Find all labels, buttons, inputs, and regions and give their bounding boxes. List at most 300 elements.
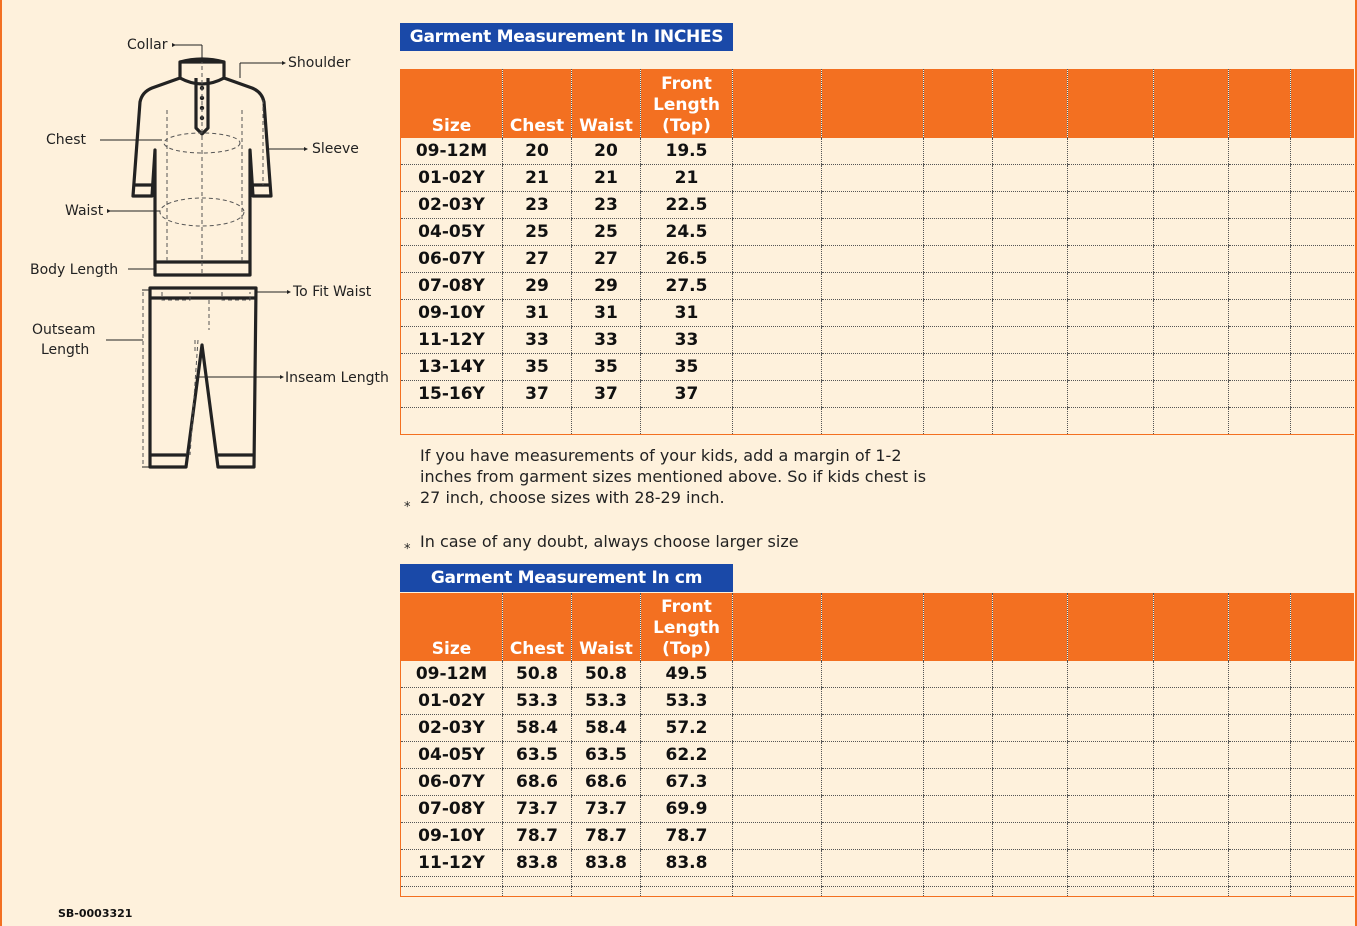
size-cell: 02-03Y (401, 715, 503, 742)
empty-cell (733, 661, 822, 688)
empty-cell (924, 300, 993, 327)
empty-cell (822, 823, 924, 850)
empty-cell (993, 381, 1068, 408)
header-waist: Waist (572, 593, 641, 661)
empty-cell (733, 877, 822, 887)
empty-cell (1154, 165, 1229, 192)
empty-cell (1068, 192, 1154, 219)
empty-cell (1154, 327, 1229, 354)
label-shoulder: Shoulder (288, 55, 351, 71)
empty-cell (1068, 408, 1154, 435)
empty-cell (1068, 769, 1154, 796)
empty-cell (924, 850, 993, 877)
size-cell: 11-12Y (401, 850, 503, 877)
header-empty-cell (924, 593, 993, 661)
size-cell: 09-12M (401, 661, 503, 688)
label-chest: Chest (46, 132, 87, 148)
label-waist: Waist (65, 203, 104, 219)
empty-cell (733, 715, 822, 742)
empty-cell (993, 688, 1068, 715)
chest-cell: 53.3 (503, 688, 572, 715)
empty-cell (1291, 661, 1354, 688)
label-body-length: Body Length (30, 262, 119, 278)
empty-cell (1154, 246, 1229, 273)
empty-cell (924, 327, 993, 354)
empty-cell (822, 327, 924, 354)
size-cell: 06-07Y (401, 769, 503, 796)
header-front-length-line: Length (653, 95, 720, 115)
table-row (401, 850, 1354, 877)
front-length-cell: 22.5 (641, 192, 733, 219)
chest-cell: 50.8 (503, 661, 572, 688)
empty-cell (1291, 165, 1354, 192)
empty-cell (1291, 688, 1354, 715)
empty-cell (401, 408, 503, 435)
empty-cell (401, 887, 503, 897)
chest-cell: 33 (503, 327, 572, 354)
table-row (401, 138, 1354, 165)
front-length-cell: 49.5 (641, 661, 733, 688)
front-length-cell: 27.5 (641, 273, 733, 300)
empty-cell (1291, 796, 1354, 823)
header-empty-cell (822, 69, 924, 138)
empty-cell (822, 796, 924, 823)
empty-cell (1291, 138, 1354, 165)
empty-cell (1229, 354, 1291, 381)
header-front-length-line: Front (661, 74, 712, 94)
table-row (401, 354, 1354, 381)
table-row (401, 742, 1354, 769)
header-empty-cell (1154, 69, 1229, 138)
empty-cell (1229, 246, 1291, 273)
empty-cell (1154, 354, 1229, 381)
waist-cell: 50.8 (572, 661, 641, 688)
empty-cell (1229, 688, 1291, 715)
waist-cell: 23 (572, 192, 641, 219)
empty-cell (1229, 192, 1291, 219)
empty-cell (1154, 715, 1229, 742)
empty-cell (1068, 327, 1154, 354)
empty-cell (1291, 715, 1354, 742)
header-front-length (641, 69, 733, 138)
empty-cell (822, 138, 924, 165)
empty-cell (822, 300, 924, 327)
empty-cell (924, 138, 993, 165)
empty-cell (1068, 354, 1154, 381)
header-waist: Waist (572, 69, 641, 138)
empty-cell (822, 246, 924, 273)
size-cell: 09-10Y (401, 823, 503, 850)
empty-cell (822, 165, 924, 192)
front-length-cell: 19.5 (641, 138, 733, 165)
empty-cell (924, 742, 993, 769)
empty-cell (1291, 381, 1354, 408)
empty-cell (924, 769, 993, 796)
empty-cell (1229, 769, 1291, 796)
empty-cell (822, 381, 924, 408)
size-cell: 13-14Y (401, 354, 503, 381)
header-front-length-line: (Top) (662, 116, 711, 136)
chest-cell: 29 (503, 273, 572, 300)
empty-cell (1068, 850, 1154, 877)
label-outseam-length: Length (41, 342, 90, 358)
size-cell: 01-02Y (401, 688, 503, 715)
empty-cell (733, 300, 822, 327)
empty-cell (1291, 354, 1354, 381)
sku-code: SB-0003321 (58, 907, 133, 920)
empty-cell (733, 408, 822, 435)
waist-cell: 73.7 (572, 796, 641, 823)
empty-cell (1291, 769, 1354, 796)
chest-cell: 37 (503, 381, 572, 408)
empty-cell (822, 850, 924, 877)
front-length-cell: 57.2 (641, 715, 733, 742)
empty-cell (641, 877, 733, 887)
empty-cell (1068, 877, 1154, 887)
size-cell: 01-02Y (401, 165, 503, 192)
table-row (401, 192, 1354, 219)
empty-cell (924, 381, 993, 408)
waist-cell: 29 (572, 273, 641, 300)
cm-title: Garment Measurement In cm (400, 564, 733, 592)
empty-cell (924, 273, 993, 300)
label-outseam: Outseam (32, 322, 96, 338)
empty-cell (1291, 742, 1354, 769)
waist-cell: 35 (572, 354, 641, 381)
empty-cell (924, 823, 993, 850)
empty-cell (1154, 273, 1229, 300)
empty-cell (1229, 327, 1291, 354)
inches-table (400, 69, 1354, 435)
empty-cell (733, 381, 822, 408)
empty-cell (993, 796, 1068, 823)
empty-cell (733, 246, 822, 273)
header-front-length-line: Length (653, 618, 720, 638)
empty-cell (1229, 300, 1291, 327)
label-sleeve: Sleeve (312, 141, 359, 157)
table-empty-row (401, 877, 1354, 887)
empty-cell (822, 877, 924, 887)
size-cell: 09-10Y (401, 300, 503, 327)
empty-cell (822, 742, 924, 769)
header-empty-cell (1068, 69, 1154, 138)
empty-cell (993, 887, 1068, 897)
empty-cell (1229, 715, 1291, 742)
front-length-cell: 31 (641, 300, 733, 327)
front-length-cell: 35 (641, 354, 733, 381)
empty-cell (1229, 408, 1291, 435)
empty-cell (1068, 887, 1154, 897)
empty-cell (1154, 823, 1229, 850)
empty-cell (572, 887, 641, 897)
table-row (401, 246, 1354, 273)
waist-cell: 31 (572, 300, 641, 327)
empty-cell (993, 408, 1068, 435)
table-row (401, 796, 1354, 823)
chest-cell: 35 (503, 354, 572, 381)
empty-cell (1229, 823, 1291, 850)
empty-cell (1229, 381, 1291, 408)
empty-cell (1229, 796, 1291, 823)
table-empty-row (401, 887, 1354, 897)
size-cell: 15-16Y (401, 381, 503, 408)
table-row (401, 300, 1354, 327)
empty-cell (733, 887, 822, 897)
header-empty-cell (1229, 69, 1291, 138)
empty-cell (993, 165, 1068, 192)
empty-cell (924, 165, 993, 192)
header-size: Size (401, 69, 503, 138)
front-length-cell: 62.2 (641, 742, 733, 769)
empty-cell (1229, 887, 1291, 897)
chest-cell: 21 (503, 165, 572, 192)
empty-cell (1229, 661, 1291, 688)
waist-cell: 27 (572, 246, 641, 273)
header-empty-cell (1154, 593, 1229, 661)
empty-cell (924, 688, 993, 715)
waist-cell: 68.6 (572, 769, 641, 796)
header-front-length-line: (Top) (662, 639, 711, 659)
table-header-row (401, 593, 1354, 661)
front-length-cell: 67.3 (641, 769, 733, 796)
empty-cell (1068, 138, 1154, 165)
header-empty-cell (1291, 593, 1354, 661)
table-row (401, 715, 1354, 742)
empty-cell (1068, 715, 1154, 742)
empty-cell (733, 192, 822, 219)
label-collar: Collar (127, 37, 168, 53)
empty-cell (733, 850, 822, 877)
empty-cell (1154, 877, 1229, 887)
waist-cell: 58.4 (572, 715, 641, 742)
empty-cell (1229, 850, 1291, 877)
empty-cell (993, 769, 1068, 796)
front-length-cell: 78.7 (641, 823, 733, 850)
table-row (401, 381, 1354, 408)
empty-cell (1154, 887, 1229, 897)
empty-cell (822, 408, 924, 435)
empty-cell (733, 742, 822, 769)
table-row (401, 688, 1354, 715)
waist-cell: 25 (572, 219, 641, 246)
empty-cell (733, 273, 822, 300)
empty-cell (924, 354, 993, 381)
chest-cell: 58.4 (503, 715, 572, 742)
empty-cell (1068, 300, 1154, 327)
front-length-cell: 69.9 (641, 796, 733, 823)
header-empty-cell (822, 593, 924, 661)
label-inseam-length: Inseam Length (285, 370, 389, 386)
header-empty-cell (1291, 69, 1354, 138)
size-cell: 02-03Y (401, 192, 503, 219)
empty-cell (1154, 742, 1229, 769)
chest-cell: 73.7 (503, 796, 572, 823)
cm-table (400, 593, 1354, 897)
size-cell: 04-05Y (401, 742, 503, 769)
empty-cell (1154, 192, 1229, 219)
waist-cell: 83.8 (572, 850, 641, 877)
empty-cell (1291, 300, 1354, 327)
front-length-cell: 37 (641, 381, 733, 408)
empty-cell (993, 354, 1068, 381)
empty-cell (1068, 742, 1154, 769)
header-empty-cell (1229, 593, 1291, 661)
empty-cell (924, 246, 993, 273)
empty-cell (641, 887, 733, 897)
empty-cell (1154, 850, 1229, 877)
empty-cell (1068, 165, 1154, 192)
empty-cell (1229, 742, 1291, 769)
empty-cell (1291, 877, 1354, 887)
chest-cell: 78.7 (503, 823, 572, 850)
chest-cell: 25 (503, 219, 572, 246)
empty-cell (733, 796, 822, 823)
front-length-cell: 21 (641, 165, 733, 192)
empty-cell (1154, 219, 1229, 246)
empty-cell (924, 715, 993, 742)
size-cell: 09-12M (401, 138, 503, 165)
header-chest: Chest (503, 69, 572, 138)
empty-cell (1229, 165, 1291, 192)
chest-cell: 63.5 (503, 742, 572, 769)
empty-cell (993, 246, 1068, 273)
empty-cell (1229, 138, 1291, 165)
table-row (401, 219, 1354, 246)
chest-cell: 83.8 (503, 850, 572, 877)
empty-cell (822, 769, 924, 796)
empty-cell (733, 165, 822, 192)
table-empty-row (401, 408, 1354, 435)
size-cell: 07-08Y (401, 796, 503, 823)
empty-cell (1229, 877, 1291, 887)
empty-cell (993, 661, 1068, 688)
waist-cell: 37 (572, 381, 641, 408)
empty-cell (503, 408, 572, 435)
header-empty-cell (733, 69, 822, 138)
empty-cell (1068, 823, 1154, 850)
inches-title: Garment Measurement In INCHES (400, 23, 733, 51)
chest-cell: 20 (503, 138, 572, 165)
header-chest: Chest (503, 593, 572, 661)
empty-cell (924, 219, 993, 246)
empty-cell (733, 138, 822, 165)
empty-cell (733, 219, 822, 246)
empty-cell (1154, 300, 1229, 327)
empty-cell (733, 327, 822, 354)
empty-cell (1291, 192, 1354, 219)
table-row (401, 327, 1354, 354)
empty-cell (572, 408, 641, 435)
empty-cell (1291, 219, 1354, 246)
empty-cell (1154, 796, 1229, 823)
table-row (401, 165, 1354, 192)
empty-cell (401, 877, 503, 887)
front-length-cell: 24.5 (641, 219, 733, 246)
empty-cell (924, 796, 993, 823)
empty-cell (993, 219, 1068, 246)
empty-cell (993, 138, 1068, 165)
empty-cell (1154, 688, 1229, 715)
empty-cell (1154, 138, 1229, 165)
empty-cell (733, 823, 822, 850)
empty-cell (1068, 796, 1154, 823)
empty-cell (822, 273, 924, 300)
front-length-cell: 83.8 (641, 850, 733, 877)
empty-cell (993, 327, 1068, 354)
empty-cell (1068, 688, 1154, 715)
table-header-row (401, 69, 1354, 138)
empty-cell (733, 769, 822, 796)
note-marker: * (404, 500, 411, 515)
size-cell: 04-05Y (401, 219, 503, 246)
empty-cell (1229, 273, 1291, 300)
empty-cell (733, 688, 822, 715)
empty-cell (1154, 661, 1229, 688)
size-cell: 07-08Y (401, 273, 503, 300)
chest-cell: 31 (503, 300, 572, 327)
empty-cell (1154, 408, 1229, 435)
empty-cell (993, 877, 1068, 887)
empty-cell (993, 192, 1068, 219)
empty-cell (1291, 246, 1354, 273)
empty-cell (822, 661, 924, 688)
table-row (401, 823, 1354, 850)
table-row (401, 273, 1354, 300)
empty-cell (993, 715, 1068, 742)
note-marker: * (404, 542, 411, 557)
empty-cell (924, 661, 993, 688)
empty-cell (993, 300, 1068, 327)
header-empty-cell (993, 593, 1068, 661)
size-cell: 06-07Y (401, 246, 503, 273)
empty-cell (822, 887, 924, 897)
header-size: Size (401, 593, 503, 661)
empty-cell (1291, 327, 1354, 354)
empty-cell (1291, 823, 1354, 850)
empty-cell (822, 192, 924, 219)
empty-cell (1229, 219, 1291, 246)
waist-cell: 78.7 (572, 823, 641, 850)
table-row (401, 769, 1354, 796)
waist-cell: 21 (572, 165, 641, 192)
note-2-text: In case of any doubt, always choose larger size (420, 532, 799, 551)
empty-cell (503, 887, 572, 897)
empty-cell (1291, 850, 1354, 877)
label-to-fit-waist: To Fit Waist (293, 284, 372, 300)
empty-cell (1291, 408, 1354, 435)
empty-cell (993, 823, 1068, 850)
empty-cell (1068, 273, 1154, 300)
waist-cell: 33 (572, 327, 641, 354)
front-length-cell: 26.5 (641, 246, 733, 273)
table-row (401, 661, 1354, 688)
front-length-cell: 53.3 (641, 688, 733, 715)
waist-cell: 53.3 (572, 688, 641, 715)
empty-cell (993, 850, 1068, 877)
empty-cell (822, 354, 924, 381)
waist-cell: 63.5 (572, 742, 641, 769)
empty-cell (822, 715, 924, 742)
empty-cell (993, 742, 1068, 769)
chest-cell: 27 (503, 246, 572, 273)
header-empty-cell (924, 69, 993, 138)
empty-cell (733, 354, 822, 381)
empty-cell (924, 192, 993, 219)
header-front-length-line: Front (661, 597, 712, 617)
empty-cell (1068, 661, 1154, 688)
garment-diagram-figure (2, 0, 400, 480)
empty-cell (924, 408, 993, 435)
